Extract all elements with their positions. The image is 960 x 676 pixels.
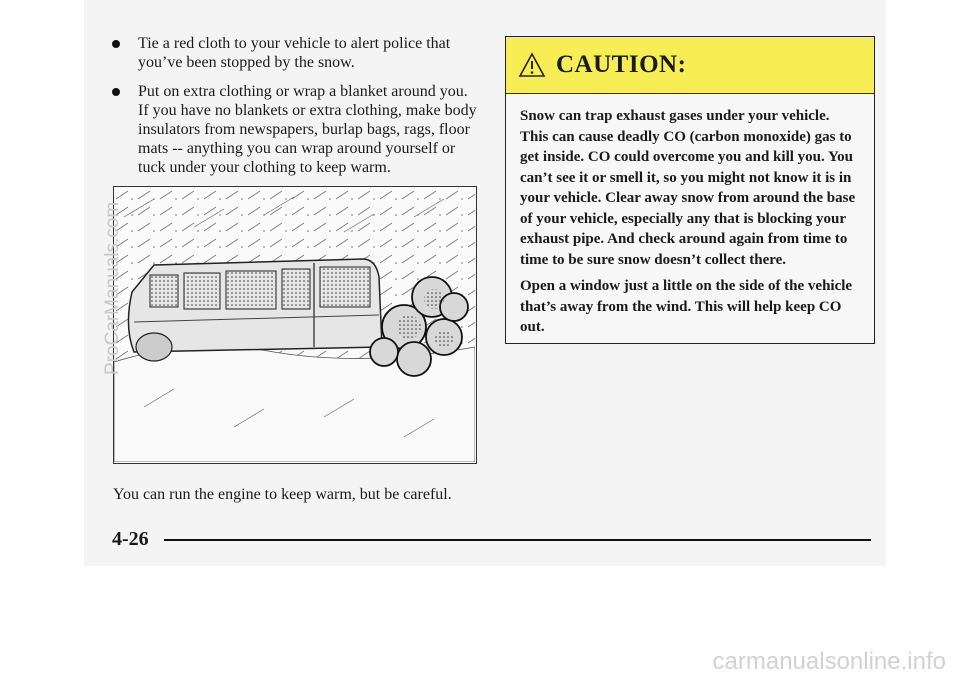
bullet-item (112, 82, 482, 177)
caution-paragraph: Snow can trap exhaust gases under your vehicle. This can cause deadly CO (carbon monoxide) gas to get inside. CO could overcome you and kill you. You can’t see it or smell it, so you might not know it is in your vehicle. Clear away snow from around the base of your vehicle, especially any that is blocking your exhaust pipe. And check around again from time to time to be sure snow doesn’t collect there. (520, 108, 856, 268)
bullet-text: Put on extra clothing or wrap a blanket around you. If you have no blankets or extra clothing, make body insulators from newspapers, burlap bags, rags, floor mats -- anything you can wrap around yourself or tuck under your clothing to keep warm. (138, 83, 477, 176)
warning-triangle-icon (518, 52, 546, 78)
caution-body (506, 94, 874, 338)
bullet-list (112, 34, 482, 187)
van-snow-drawing (114, 187, 475, 462)
site-watermark: carmanualsonline.info (712, 648, 946, 675)
side-watermark: ProCarManuals.com (102, 201, 123, 375)
caution-header (506, 37, 874, 94)
van-in-snow-illustration (113, 186, 477, 464)
bullet-text: Tie a red cloth to your vehicle to alert police that you’ve been stopped by the snow. (138, 35, 451, 71)
bullet-item (112, 34, 482, 72)
caution-box (505, 36, 875, 344)
caution-paragraph: Open a window just a little on the side of the vehicle that’s away from the wind. This will help keep CO out. (520, 278, 853, 335)
page-number: 4-26 (112, 528, 149, 550)
bullet-dot-icon (112, 88, 120, 96)
caution-title: CAUTION: (556, 51, 687, 78)
illustration-caption: You can run the engine to keep warm, but be careful. (113, 486, 452, 503)
footer-rule (164, 539, 871, 541)
bullet-dot-icon (112, 40, 120, 48)
